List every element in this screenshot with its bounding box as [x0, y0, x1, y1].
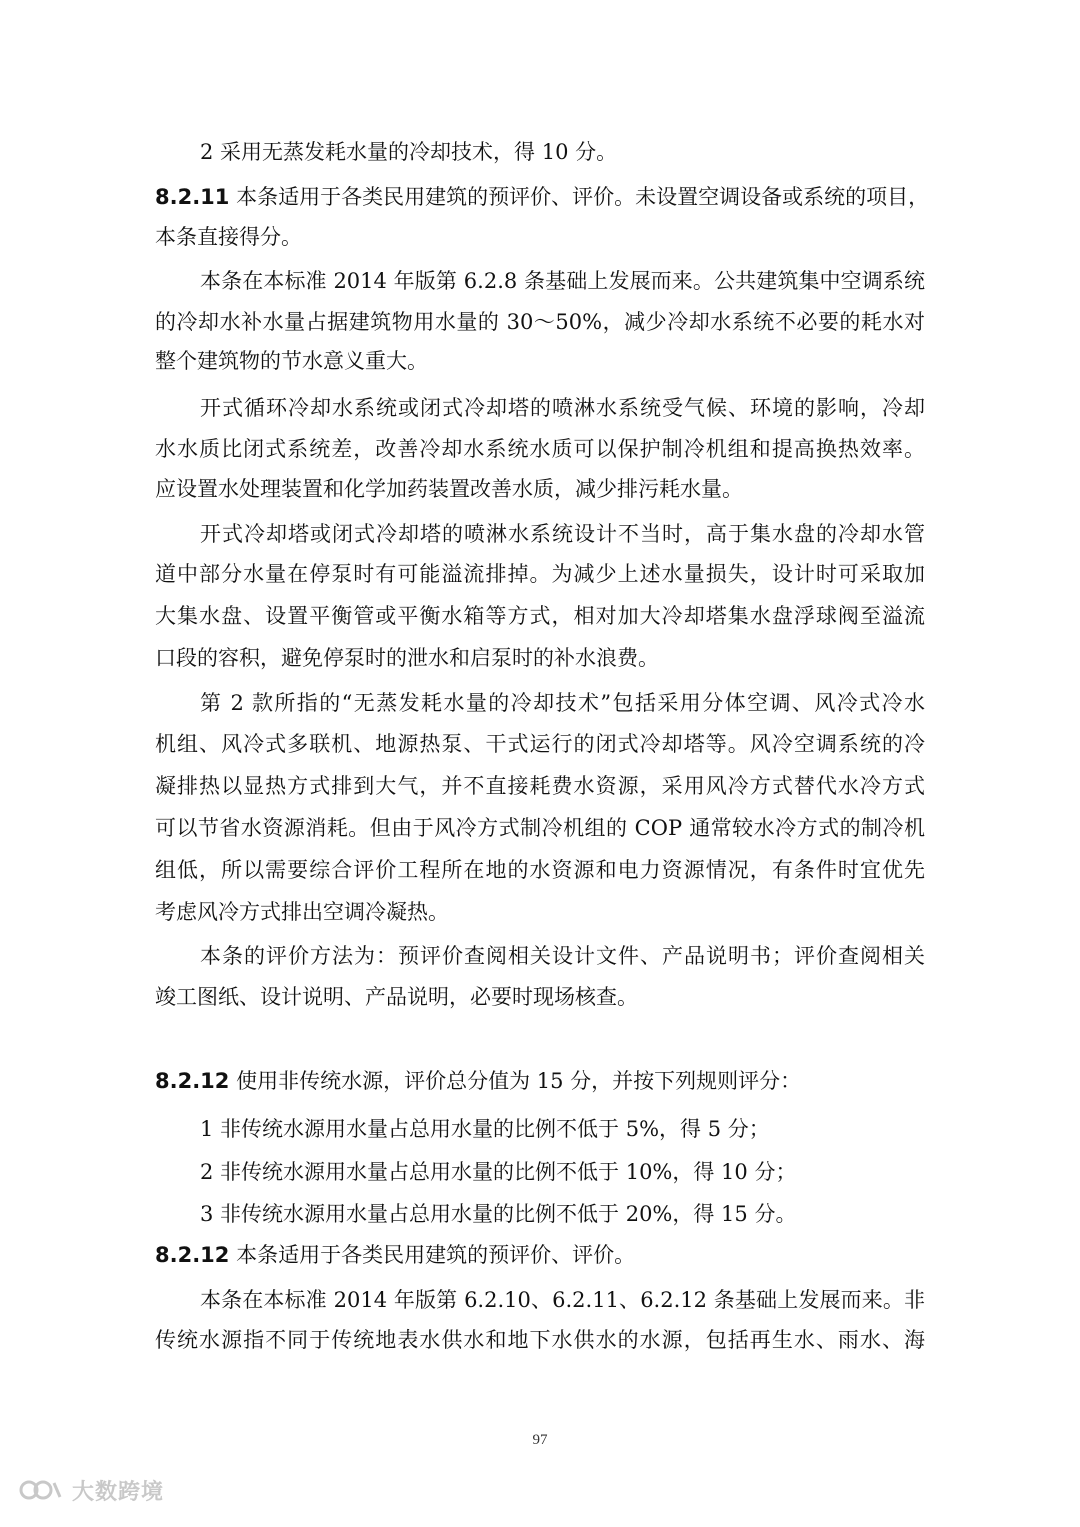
clause-item-1: 1 非传统水源用水量占总用水量的比例不低于 5%，得 5 分；	[200, 1117, 770, 1141]
clause-8-2-12-heading: 8.2.12 使用非传统水源，评价总分值为 15 分，并按下列规则评分：	[155, 1069, 802, 1093]
paragraph-line: 竣工图纸、设计说明、产品说明，必要时现场核查。	[155, 985, 638, 1009]
paragraph-line: 本条在本标准 2014 年版第 6.2.10、6.2.11、6.2.12 条基础上发展而来。非	[200, 1288, 925, 1312]
paragraph-line: 水水质比闭式系统差，改善冷却水系统水质可以保护制冷机组和提高换热效率。	[155, 437, 925, 461]
paragraph-line: 凝排热以显热方式排到大气，并不直接耗费水资源，采用风冷方式替代水冷方式	[155, 774, 925, 798]
brand-logo-icon	[18, 1475, 64, 1505]
clause-item-2: 2 非传统水源用水量占总用水量的比例不低于 10%，得 10 分；	[200, 1160, 797, 1184]
paragraph-line: 组低，所以需要综合评价工程所在地的水资源和电力资源情况，有条件时宜优先	[155, 858, 925, 882]
paragraph-line: 本条在本标准 2014 年版第 6.2.8 条基础上发展而来。公共建筑集中空调系统	[200, 269, 925, 293]
paragraph-line: 考虑风冷方式排出空调冷凝热。	[155, 900, 449, 924]
paragraph-line: 道中部分水量在停泵时有可能溢流排掉。为减少上述水量损失，设计时可采取加	[155, 562, 925, 586]
paragraph-line: 大集水盘、设置平衡管或平衡水箱等方式，相对加大冷却塔集水盘浮球阀至溢流	[155, 604, 925, 628]
watermark	[18, 1470, 164, 1510]
paragraph-line: 本条的评价方法为：预评价查阅相关设计文件、产品说明书；评价查阅相关	[200, 944, 925, 968]
paragraph-line: 应设置水处理装置和化学加药装置改善水质，减少排污耗水量。	[155, 477, 743, 501]
paragraph-line: 本条直接得分。	[155, 225, 302, 249]
page-number: 97	[532, 1432, 548, 1448]
paragraph-line: 的冷却水补水量占据建筑物用水量的 30～50%，减少冷却水系统不必要的耗水对	[155, 310, 925, 334]
clause-number: 8.2.11	[155, 185, 230, 209]
paragraph-line: 传统水源指不同于传统地表水供水和地下水供水的水源，包括再生水、雨水、海	[155, 1328, 925, 1352]
watermark-text: 大数跨境	[72, 1479, 165, 1505]
paragraph-line: 开式循环冷却水系统或闭式冷却塔的喷淋水系统受气候、环境的影响，冷却	[200, 396, 925, 420]
clause-8-2-11-heading: 8.2.11 本条适用于各类民用建筑的预评价、评价。未设置空调设备或系统的项目，	[155, 185, 930, 209]
paragraph-line: 整个建筑物的节水意义重大。	[155, 349, 428, 373]
paragraph-line: 口段的容积，避免停泵时的泄水和启泵时的补水浪费。	[155, 646, 659, 670]
paragraph-line: 第 2 款所指的“无蒸发耗水量的冷却技术”包括采用分体空调、风冷式冷水	[200, 691, 925, 715]
clause-8-2-12-explanation-heading: 8.2.12 本条适用于各类民用建筑的预评价、评价。	[155, 1243, 636, 1267]
paragraph-line: 机组、风冷式多联机、地源热泵、干式运行的闭式冷却塔等。风冷空调系统的冷	[155, 732, 925, 756]
clause-number: 8.2.12	[155, 1243, 230, 1267]
clause-item-2: 2 采用无蒸发耗水量的冷却技术，得 10 分。	[200, 140, 618, 164]
paragraph-line: 开式冷却塔或闭式冷却塔的喷淋水系统设计不当时，高于集水盘的冷却水管	[200, 522, 925, 546]
clause-item-3: 3 非传统水源用水量占总用水量的比例不低于 20%，得 15 分。	[200, 1202, 797, 1226]
paragraph-line: 可以节省水资源消耗。但由于风冷方式制冷机组的 COP 通常较水冷方式的制冷机	[155, 816, 925, 840]
clause-number: 8.2.12	[155, 1069, 230, 1093]
